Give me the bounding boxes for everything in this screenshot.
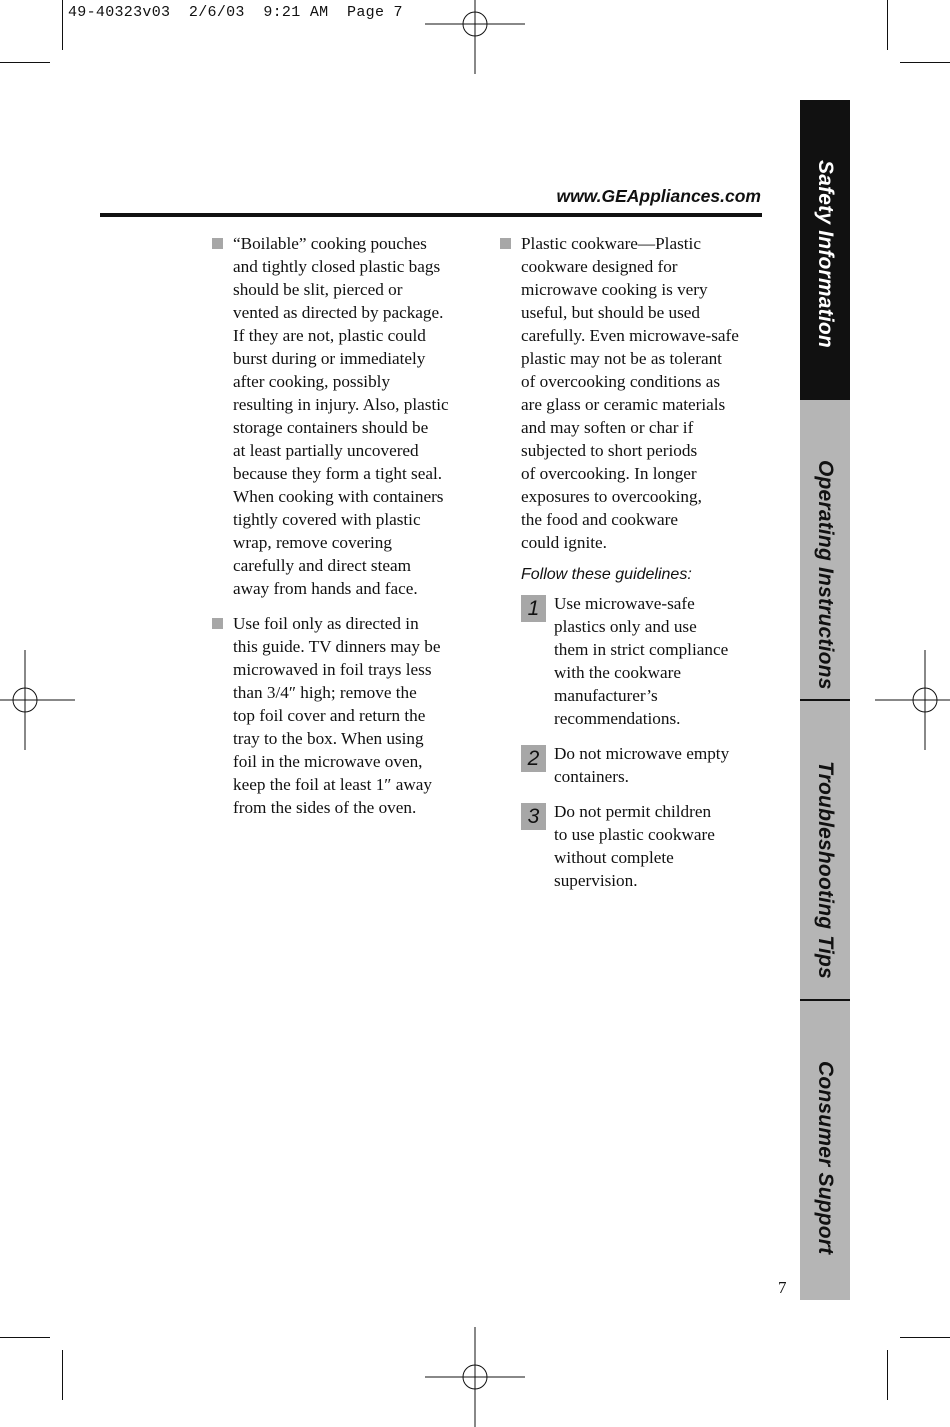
print-slug: 49-40323v03 2/6/03 9:21 AM Page 7 bbox=[68, 4, 403, 21]
tab-consumer-support[interactable] bbox=[800, 1001, 850, 1300]
left-column bbox=[210, 232, 475, 831]
crop-mark bbox=[900, 62, 950, 63]
crop-mark bbox=[0, 62, 50, 63]
registration-mark-icon bbox=[0, 650, 75, 750]
header-rule bbox=[100, 213, 762, 217]
section-sidebar bbox=[800, 100, 850, 1300]
tab-safety-information[interactable] bbox=[800, 100, 850, 400]
guideline-item bbox=[498, 800, 763, 892]
registration-mark-icon bbox=[425, 1327, 525, 1427]
guideline-text: Do not microwave empty containers. bbox=[554, 744, 730, 786]
step-number-badge: 2 bbox=[521, 745, 546, 772]
step-number-badge: 3 bbox=[521, 803, 546, 830]
crop-mark bbox=[0, 1337, 50, 1338]
step-number-badge: 1 bbox=[521, 595, 546, 622]
guideline-item bbox=[498, 742, 763, 788]
foil-usage-text: Use foil only as directed in this guide. TV dinners may be microwaved in foil trays less than 3/4″ high; remove the top foil cover and return the tray to the box. When using foil in the microwave oven, keep the foil at least 1″ away from the sides of the oven. bbox=[233, 614, 441, 817]
crop-mark bbox=[887, 1350, 888, 1400]
tab-label: Safety Information bbox=[814, 160, 837, 348]
tab-troubleshooting-tips[interactable] bbox=[800, 701, 850, 1000]
page-number: 7 bbox=[778, 1278, 787, 1297]
tab-operating-instructions[interactable] bbox=[800, 400, 850, 700]
crop-mark bbox=[900, 1337, 950, 1338]
crop-mark bbox=[62, 1350, 63, 1400]
guideline-item bbox=[498, 592, 763, 730]
bullet-square-icon bbox=[212, 238, 223, 249]
bullet-square-icon bbox=[500, 238, 511, 249]
website-url[interactable]: www.GEAppliances.com bbox=[556, 186, 761, 206]
right-column bbox=[498, 232, 763, 904]
guideline-text: Do not permit children to use plastic cookware without complete supervision. bbox=[554, 802, 715, 890]
plastic-cookware-text: Plastic cookware—Plastic cookware designed for microwave cooking is very useful, but should be used carefully. Even microwave-safe plastic may not be as tolerant of overcooking conditions as are glass or ceramic materials and may soften or char if subjected to short periods of overcooking. In longer exposures to overcooking, the food and cookware could ignite. bbox=[521, 234, 739, 552]
boilable-pouches-text: “Boilable” cooking pouches and tightly closed plastic bags should be slit, pierced or vented as directed by package. If they are not, plastic could burst during or immediately after cooking, possibly resulting in injury. Also, plastic storage containers should be at least partially uncovered because they form a tight seal. When cooking with containers tightly covered with plastic wrap, remove covering carefully and direct steam away from hands and face. bbox=[233, 234, 449, 598]
guidelines-heading: Follow these guidelines: bbox=[521, 566, 692, 583]
crop-mark bbox=[62, 0, 63, 50]
tab-label: Troubleshooting Tips bbox=[814, 761, 837, 979]
crop-mark bbox=[887, 0, 888, 50]
tab-label: Consumer Support bbox=[814, 1061, 837, 1255]
tab-label: Operating Instructions bbox=[814, 460, 837, 690]
registration-mark-icon bbox=[875, 650, 950, 750]
guideline-text: Use microwave-safe plastics only and use them in strict compliance with the cookware manufacturer’s recommendations. bbox=[554, 594, 729, 728]
bullet-square-icon bbox=[212, 618, 223, 629]
list-item bbox=[498, 232, 763, 554]
registration-mark-icon bbox=[425, 0, 525, 74]
list-item bbox=[210, 612, 475, 819]
list-item bbox=[210, 232, 475, 600]
